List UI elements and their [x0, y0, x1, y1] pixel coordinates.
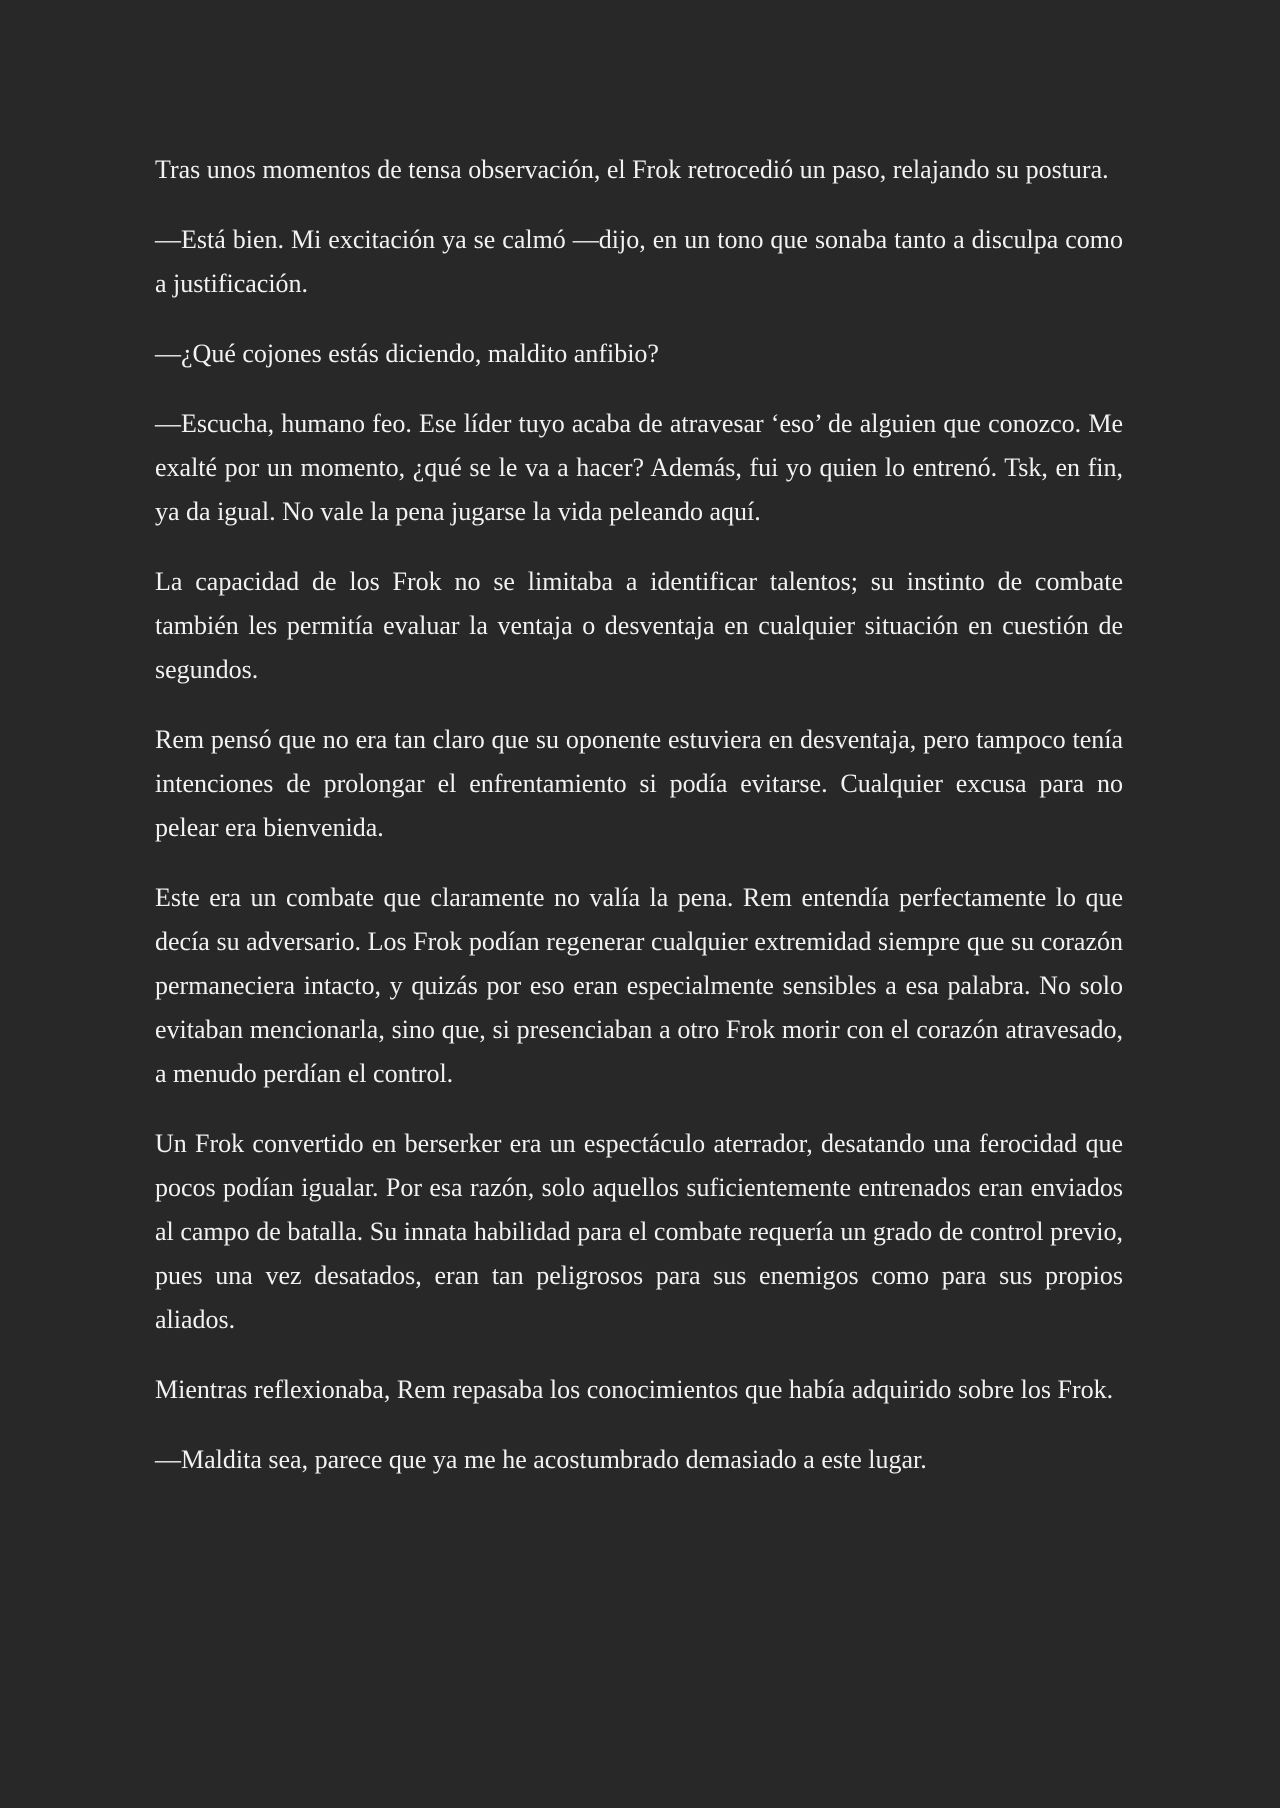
- paragraph: —¿Qué cojones estás diciendo, maldito anfibio?: [155, 339, 659, 368]
- paragraph: —Está bien. Mi excitación ya se calmó —dijo, en un tono que sonaba tanto a disculpa como a justificación.: [155, 225, 1123, 298]
- paragraph: —Maldita sea, parece que ya me he acostumbrado demasiado a este lugar.: [155, 1445, 927, 1474]
- paragraph: —Escucha, humano feo. Ese líder tuyo acaba de atravesar ‘eso’ de alguien que conozco. Me exalté por un momento, ¿qué se le va a hacer? Además, fui yo quien lo entrenó. Tsk, en fin, ya da igual. No vale la pena jugarse la vida peleando aquí.: [155, 409, 1123, 526]
- paragraph: La capacidad de los Frok no se limitaba a identificar talentos; su instinto de combate también les permitía evaluar la ventaja o desventaja en cualquier situación en cuestión de segundos.: [155, 567, 1123, 684]
- paragraph: Un Frok convertido en berserker era un espectáculo aterrador, desatando una ferocidad que pocos podían igualar. Por esa razón, solo aquellos suficientemente entrenados eran enviados al campo de batalla. Su innata habilidad para el combate requería un grado de control previo, pues una vez desatados, eran tan peligrosos para sus enemigos como para sus propios aliados.: [155, 1129, 1123, 1334]
- paragraph: Mientras reflexionaba, Rem repasaba los conocimientos que había adquirido sobre los Frok.: [155, 1375, 1114, 1404]
- paragraph: Tras unos momentos de tensa observación, el Frok retrocedió un paso, relajando su postura.: [155, 155, 1109, 184]
- paragraph: Este era un combate que claramente no valía la pena. Rem entendía perfectamente lo que decía su adversario. Los Frok podían regenerar cualquier extremidad siempre que su corazón permaneciera intacto, y quizás por eso eran especialmente sensibles a esa palabra. No solo evitaban mencionarla, sino que, si presenciaban a otro Frok morir con el corazón atravesado, a menudo perdían el control.: [155, 883, 1123, 1088]
- paragraph: Rem pensó que no era tan claro que su oponente estuviera en desventaja, pero tampoco tenía intenciones de prolongar el enfrentamiento si podía evitarse. Cualquier excusa para no pelear era bienvenida.: [155, 725, 1123, 842]
